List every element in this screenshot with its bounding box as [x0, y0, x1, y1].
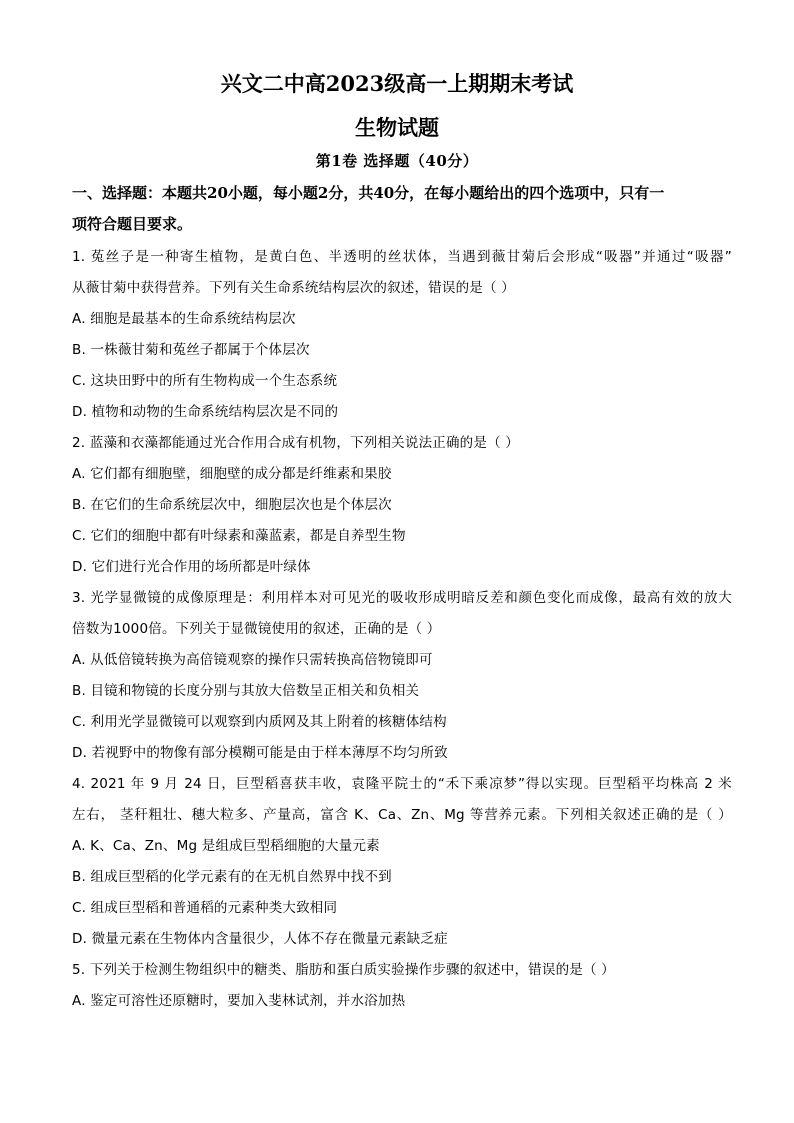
section-heading-line: 一、选择题：本题共20小题，每小题2分，共40分，在每小题给出的四个选项中，只有一: [72, 184, 665, 202]
question-2-stem-line: 2. 蓝藻和衣藻都能通过光合作用合成有机物，下列相关说法正确的是（ ）: [72, 435, 519, 451]
question-3-option-d: D. 若视野中的物像有部分模糊可能是由于样本薄厚不均匀所致: [72, 745, 448, 761]
question-4-option-b: B. 组成巨型稻的化学元素有的在无机自然界中找不到: [72, 869, 392, 885]
question-3-option-a: A. 从低倍镜转换为高倍镜观察的操作只需转换高倍物镜即可: [72, 652, 433, 668]
question-2-option-b: B. 在它们的生命系统层次中，细胞层次也是个体层次: [72, 497, 392, 513]
section-heading-line: 项符合题目要求。: [72, 215, 193, 233]
question-3-stem-line: 倍数为1000倍。下列关于显微镜使用的叙述，正确的是（ ）: [72, 621, 441, 637]
question-1-option-c: C. 这块田野中的所有生物构成一个生态系统: [72, 373, 338, 389]
subject-title: 生物试题: [355, 115, 439, 140]
question-3-option-b: B. 目镜和物镜的长度分别与其放大倍数呈正相关和负相关: [72, 683, 420, 699]
question-1-stem-line: 从薇甘菊中获得营养。下列有关生命系统结构层次的叙述，错误的是（ ）: [72, 280, 515, 296]
volume-heading: 第1卷 选择题（40分）: [315, 152, 479, 170]
question-4-stem-line: 4. 2021 年 9 月 24 日，巨型稻喜获丰收，袁隆平院士的“禾下乘凉梦”得以实现。巨型稻平均株高 2 米: [72, 776, 732, 792]
question-5-option-a: A. 鉴定可溶性还原糖时，要加入斐林试剂，并水浴加热: [72, 993, 406, 1009]
section-heading: [72, 178, 732, 240]
question-1-option-a: A. 细胞是最基本的生命系统结构层次: [72, 311, 296, 327]
exam-title: 兴文二中高2023级高一上期期末考试: [220, 71, 574, 96]
question-4-option-c: C. 组成巨型稻和普通稻的元素种类大致相同: [72, 900, 338, 916]
question-3-option-c: C. 利用光学显微镜可以观察到内质网及其上附着的核糖体结构: [72, 714, 447, 730]
question-1-stem-line: 1. 菟丝子是一种寄生植物，是黄白色、半透明的丝状体，当遇到薇甘菊后会形成“吸器”并通过“吸器”: [72, 249, 732, 265]
question-2-option-c: C. 它们的细胞中都有叶绿素和藻蓝素，都是自养型生物: [72, 528, 406, 544]
question-2-option-a: A. 它们都有细胞壁，细胞壁的成分都是纤维素和果胶: [72, 466, 392, 482]
question-1-option-d: D. 植物和动物的生命系统结构层次是不同的: [72, 404, 339, 420]
question-4-stem-line: 左右， 茎秆粗壮、穗大粒多、产量高，富含 K、Ca、Zn、Mg 等营养元素。下列相关叙述正确的是（ ）: [72, 807, 732, 823]
question-4-option-d: D. 微量元素在生物体内含量很少，人体不存在微量元素缺乏症: [72, 931, 448, 947]
question-4-option-a: A. K、Ca、Zn、Mg 是组成巨型稻细胞的大量元素: [72, 838, 380, 854]
question-1-option-b: B. 一株薇甘菊和菟丝子都属于个体层次: [72, 342, 310, 358]
question-2-option-d: D. 它们进行光合作用的场所都是叶绿体: [72, 559, 311, 575]
question-5-stem-line: 5. 下列关于检测生物组织中的糖类、脂肪和蛋白质实验操作步骤的叙述中，错误的是（ ）: [72, 962, 615, 978]
question-3-stem-line: 3. 光学显微镜的成像原理是：利用样本对可见光的吸收形成明暗反差和颜色变化而成像，最高有效的放大: [72, 590, 732, 606]
